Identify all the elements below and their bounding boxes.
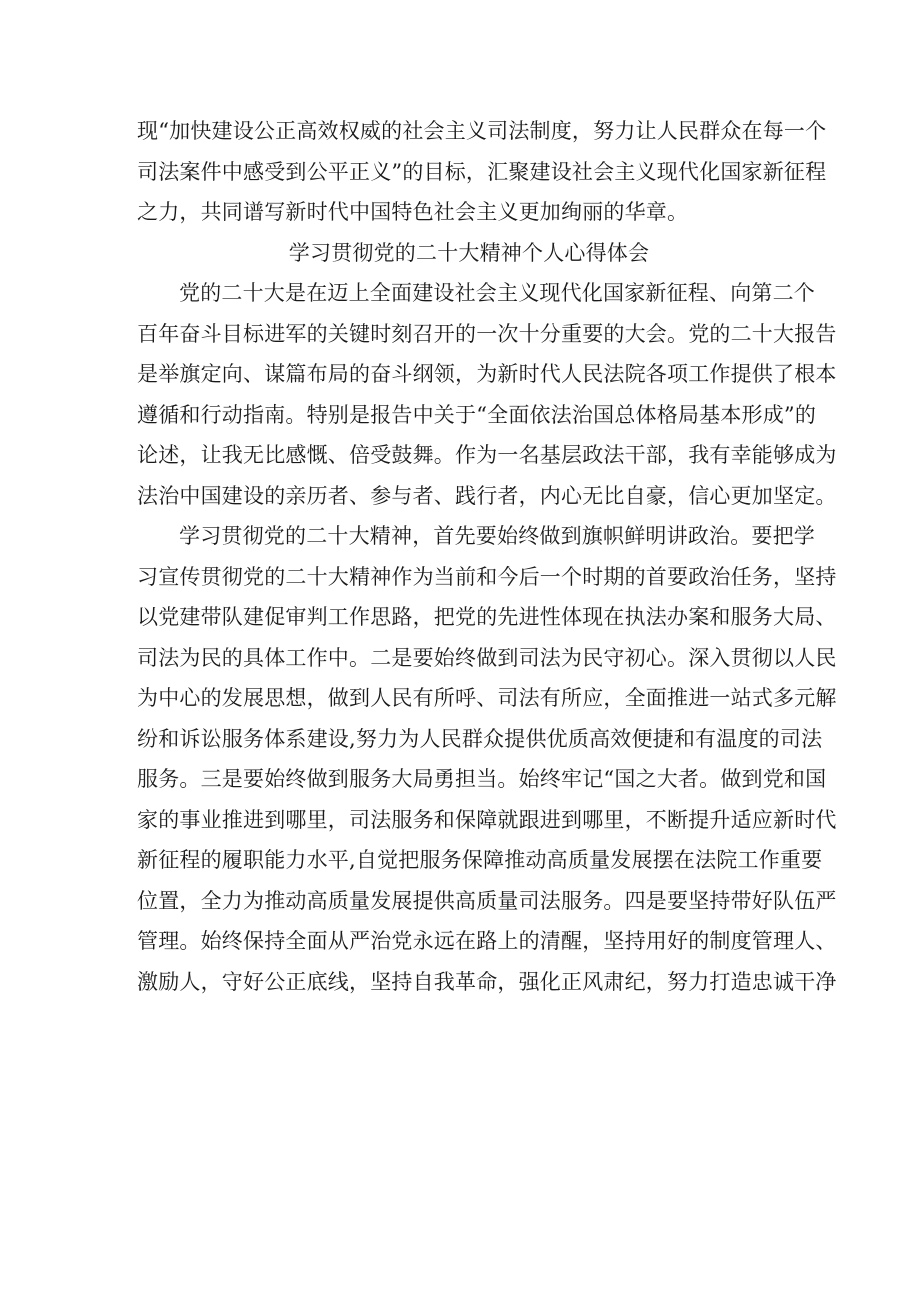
text-line: 为中心的发展思想，做到人民有所呼、司法有所应，全面推进一站式多元解 bbox=[137, 686, 837, 710]
text-line: 以党建带队建促审判工作思路，把党的先进性体现在执法办案和服务大局、 bbox=[137, 605, 837, 629]
text-line: 论述，让我无比感慨、倍受鼓舞。作为一名基层政法干部，我有幸能够成为 bbox=[137, 443, 837, 467]
text-line: 法治中国建设的亲历者、参与者、践行者，内心无比自豪，信心更加坚定。 bbox=[137, 483, 837, 508]
paragraph-1 bbox=[137, 273, 837, 516]
text-line: 学习贯彻党的二十大精神，首先要始终做到旗帜鲜明讲政治。要把学 bbox=[179, 524, 815, 548]
section-title: 学习贯彻党的二十大精神个人心得体会 bbox=[288, 240, 650, 265]
text-line: 百年奋斗目标进军的关键时刻召开的一次十分重要的大会。党的二十大报告 bbox=[137, 321, 837, 346]
text-line: 遵循和行动指南。特别是报告中关于“全面依法治国总体格局基本形成”的 bbox=[137, 402, 817, 427]
paragraph-2 bbox=[137, 516, 837, 1002]
text-line: 家的事业推进到哪里，司法服务和保障就跟进到哪里，不断提升适应新时代 bbox=[137, 807, 837, 832]
text-line: 司法案件中感受到公平正义”的目标，汇聚建设社会主义现代化国家新征程 bbox=[137, 159, 827, 184]
text-line: 新征程的履职能力水平,自觉把服务保障推动高质量发展摆在法院工作重要 bbox=[137, 848, 823, 872]
text-line: 位置，全力为推动高质量发展提供高质量司法服务。四是要坚持带好队伍严 bbox=[137, 888, 837, 913]
text-line: 管理。始终保持全面从严治党永远在路上的清醒，坚持用好的制度管理人、 bbox=[137, 929, 837, 953]
text-line: 是举旗定向、谋篇布局的奋斗纲领，为新时代人民法院各项工作提供了根本 bbox=[137, 362, 837, 386]
text-line: 司法为民的具体工作中。二是要始终做到司法为民守初心。深入贯彻以人民 bbox=[137, 645, 837, 670]
text-line: 习宣传贯彻党的二十大精神作为当前和今后一个时期的首要政治任务，坚持 bbox=[137, 564, 837, 589]
text-line: 激励人，守好公正底线，坚持自我革命，强化正风肃纪，努力打造忠诚干净 bbox=[137, 969, 837, 994]
intro-paragraph bbox=[137, 111, 827, 233]
text-line: 之力，共同谱写新时代中国特色社会主义更加绚丽的华章。 bbox=[137, 200, 689, 224]
text-line: 服务。三是要始终做到服务大局勇担当。始终牢记“国之大者。做到党和国 bbox=[137, 767, 827, 791]
document-body bbox=[137, 111, 837, 1002]
text-line: 纷和诉讼服务体系建设,努力为人民群众提供优质高效便捷和有温度的司法 bbox=[137, 726, 823, 751]
text-line: 党的二十大是在迈上全面建设社会主义现代化国家新征程、向第二个 bbox=[179, 281, 815, 305]
text-line: 现“加快建设公正高效权威的社会主义司法制度，努力让人民群众在每一个 bbox=[137, 119, 827, 143]
